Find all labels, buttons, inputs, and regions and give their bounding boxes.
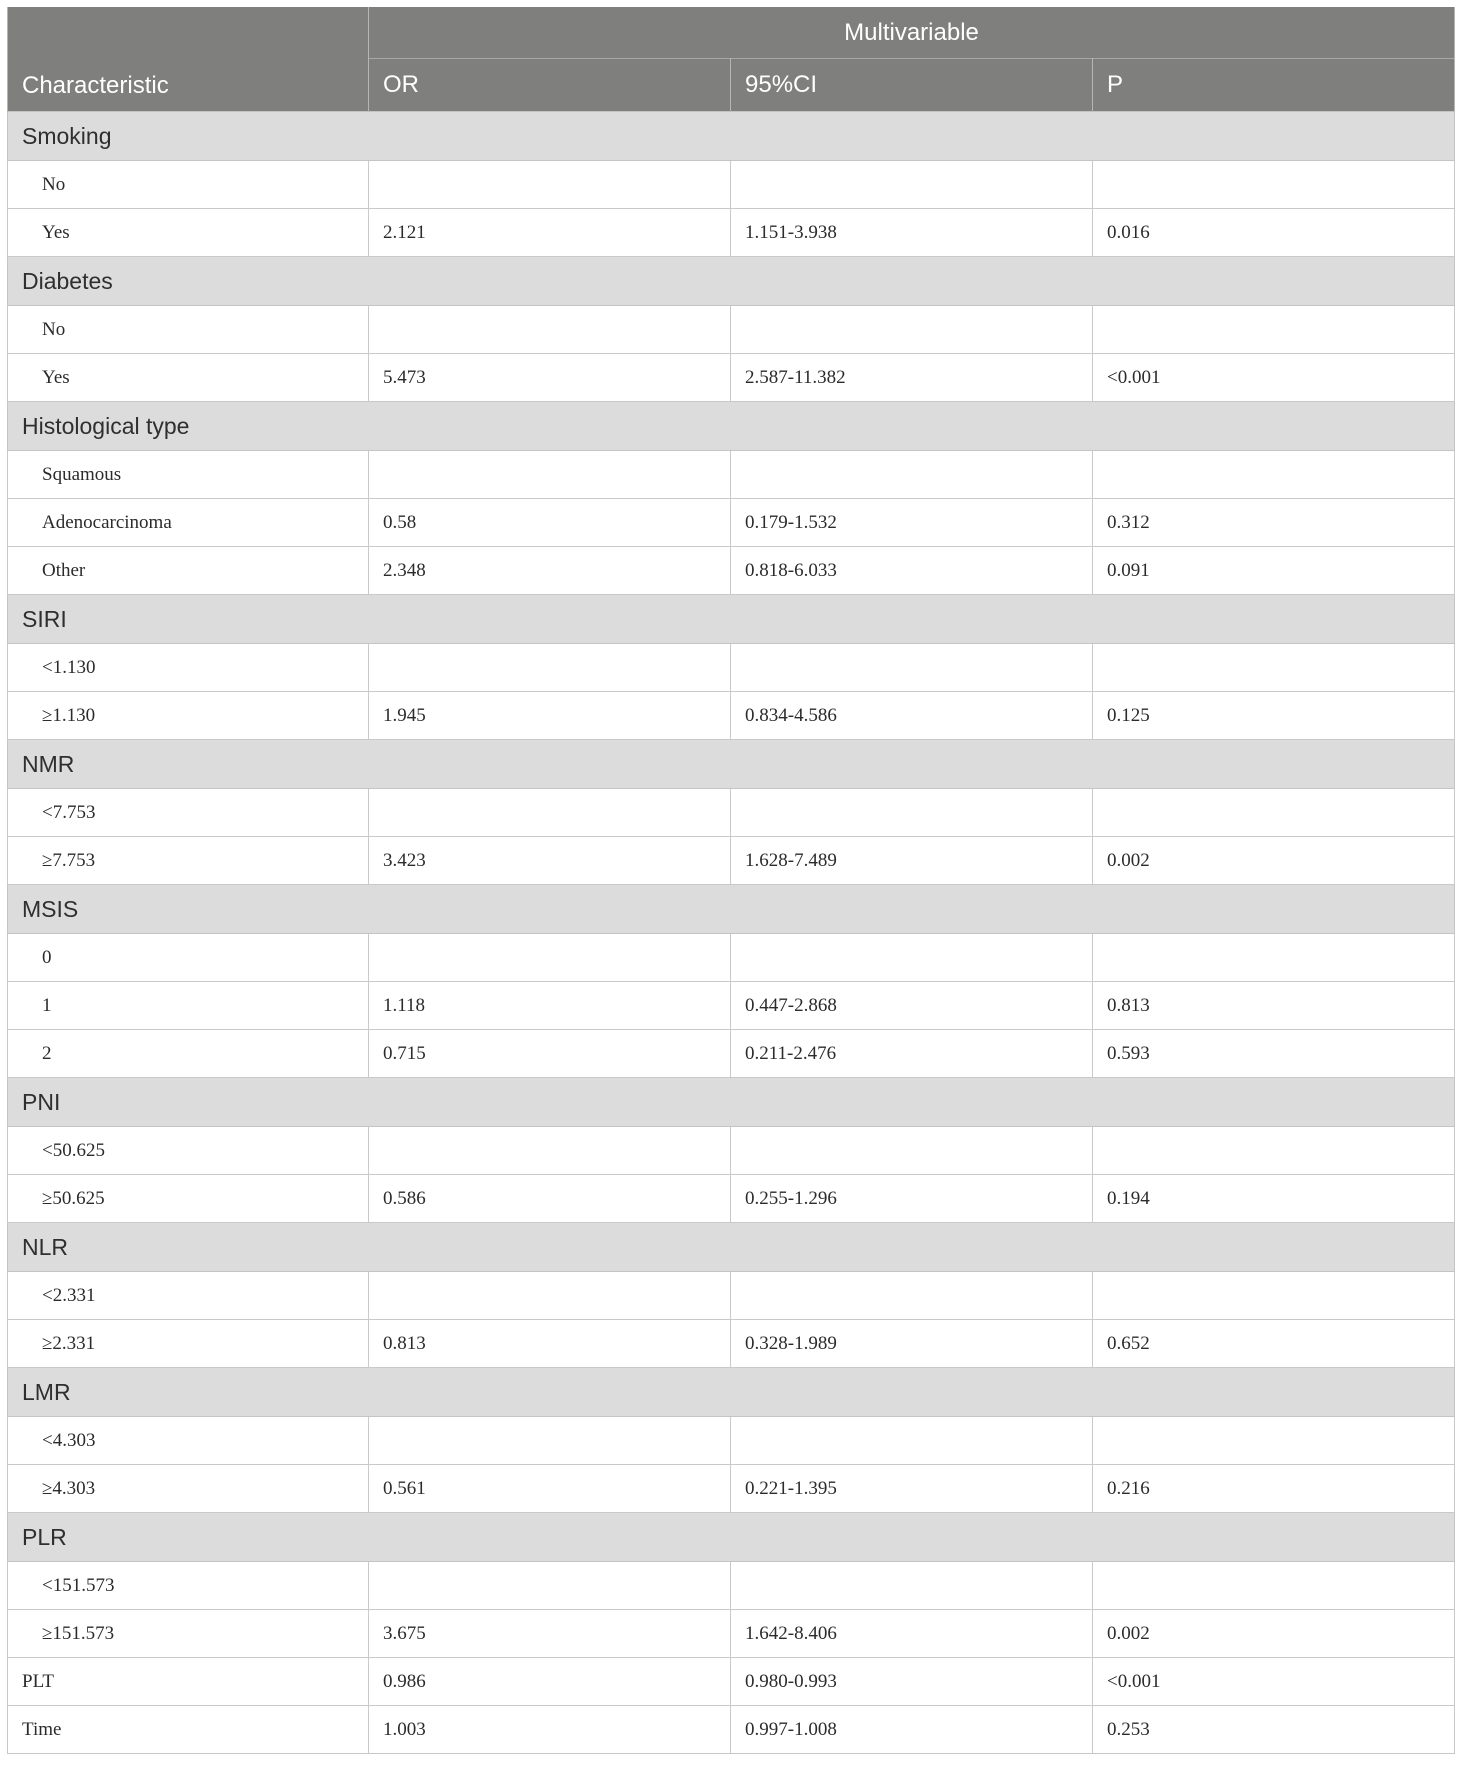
ci-value: 0.980-0.993	[731, 1658, 1093, 1706]
p-value: 0.016	[1093, 209, 1455, 257]
table-row	[8, 1658, 1455, 1706]
group-row	[8, 1078, 1455, 1127]
ci-value	[731, 1127, 1093, 1175]
table-row	[8, 209, 1455, 257]
ci-value: 0.834-4.586	[731, 692, 1093, 740]
p-value	[1093, 1417, 1455, 1465]
group-label: PLR	[8, 1513, 1455, 1562]
group-label: MSIS	[8, 885, 1455, 934]
or-value: 0.58	[369, 499, 731, 547]
ci-value: 0.447-2.868	[731, 982, 1093, 1030]
table-row	[8, 837, 1455, 885]
or-header: OR	[369, 59, 731, 112]
ci-value	[731, 644, 1093, 692]
p-value: 0.002	[1093, 1610, 1455, 1658]
group-row	[8, 1368, 1455, 1417]
p-value: 0.216	[1093, 1465, 1455, 1513]
row-label: Other	[8, 547, 369, 595]
p-value: <0.001	[1093, 354, 1455, 402]
table-row	[8, 547, 1455, 595]
or-value	[369, 1417, 731, 1465]
p-value: 0.091	[1093, 547, 1455, 595]
group-label: PNI	[8, 1078, 1455, 1127]
p-value	[1093, 644, 1455, 692]
or-value	[369, 1562, 731, 1610]
ci-value: 0.328-1.989	[731, 1320, 1093, 1368]
p-value: <0.001	[1093, 1658, 1455, 1706]
ci-value	[731, 161, 1093, 209]
row-label: 2	[8, 1030, 369, 1078]
row-label: 1	[8, 982, 369, 1030]
group-label: Diabetes	[8, 257, 1455, 306]
p-value: 0.652	[1093, 1320, 1455, 1368]
row-label: ≥4.303	[8, 1465, 369, 1513]
row-label: 0	[8, 934, 369, 982]
or-value: 1.003	[369, 1706, 731, 1754]
group-label: Smoking	[8, 112, 1455, 161]
table-row	[8, 1320, 1455, 1368]
or-value: 2.121	[369, 209, 731, 257]
row-label: ≥1.130	[8, 692, 369, 740]
or-value	[369, 789, 731, 837]
group-row	[8, 1223, 1455, 1272]
p-value	[1093, 306, 1455, 354]
or-value: 0.813	[369, 1320, 731, 1368]
ci-value: 0.211-2.476	[731, 1030, 1093, 1078]
group-label: SIRI	[8, 595, 1455, 644]
row-label: No	[8, 306, 369, 354]
row-label: PLT	[8, 1658, 369, 1706]
ci-value	[731, 789, 1093, 837]
characteristic-header: Characteristic	[8, 7, 369, 112]
or-value: 0.715	[369, 1030, 731, 1078]
table-row	[8, 161, 1455, 209]
or-value	[369, 1127, 731, 1175]
or-value	[369, 1272, 731, 1320]
group-row	[8, 112, 1455, 161]
row-label: <1.130	[8, 644, 369, 692]
or-value: 1.945	[369, 692, 731, 740]
results-table	[7, 7, 1455, 1754]
row-label: Squamous	[8, 451, 369, 499]
group-row	[8, 402, 1455, 451]
ci-value: 0.818-6.033	[731, 547, 1093, 595]
group-row	[8, 740, 1455, 789]
p-value: 0.002	[1093, 837, 1455, 885]
table-row	[8, 354, 1455, 402]
row-label: <151.573	[8, 1562, 369, 1610]
ci-value: 2.587-11.382	[731, 354, 1093, 402]
table-row	[8, 644, 1455, 692]
table-row	[8, 1562, 1455, 1610]
table-row	[8, 499, 1455, 547]
group-row	[8, 595, 1455, 644]
table-row	[8, 1610, 1455, 1658]
table-row	[8, 1272, 1455, 1320]
table-header	[8, 7, 1455, 112]
table-row	[8, 934, 1455, 982]
p-value	[1093, 789, 1455, 837]
or-value: 0.561	[369, 1465, 731, 1513]
or-value: 3.675	[369, 1610, 731, 1658]
table-row	[8, 1030, 1455, 1078]
or-value	[369, 644, 731, 692]
row-label: Yes	[8, 209, 369, 257]
or-value	[369, 934, 731, 982]
group-row	[8, 885, 1455, 934]
table-row	[8, 982, 1455, 1030]
table-row	[8, 1417, 1455, 1465]
ci-value: 0.255-1.296	[731, 1175, 1093, 1223]
group-row	[8, 1513, 1455, 1562]
ci-value	[731, 1562, 1093, 1610]
row-label: Time	[8, 1706, 369, 1754]
group-row	[8, 257, 1455, 306]
ci-value	[731, 451, 1093, 499]
p-value: 0.125	[1093, 692, 1455, 740]
p-value: 0.253	[1093, 1706, 1455, 1754]
table-row	[8, 451, 1455, 499]
or-value: 5.473	[369, 354, 731, 402]
p-value	[1093, 451, 1455, 499]
p-value: 0.194	[1093, 1175, 1455, 1223]
p-value	[1093, 1127, 1455, 1175]
row-label: <50.625	[8, 1127, 369, 1175]
or-value: 0.586	[369, 1175, 731, 1223]
table-row	[8, 306, 1455, 354]
group-label: NLR	[8, 1223, 1455, 1272]
or-value	[369, 451, 731, 499]
group-label: LMR	[8, 1368, 1455, 1417]
row-label: ≥151.573	[8, 1610, 369, 1658]
row-label: Yes	[8, 354, 369, 402]
ci-value: 0.997-1.008	[731, 1706, 1093, 1754]
or-value	[369, 306, 731, 354]
p-value	[1093, 934, 1455, 982]
row-label: Adenocarcinoma	[8, 499, 369, 547]
ci-value	[731, 1417, 1093, 1465]
row-label: <2.331	[8, 1272, 369, 1320]
p-value	[1093, 1562, 1455, 1610]
row-label: No	[8, 161, 369, 209]
ci-value	[731, 1272, 1093, 1320]
ci-header: 95%CI	[731, 59, 1093, 112]
p-value: 0.593	[1093, 1030, 1455, 1078]
ci-value	[731, 306, 1093, 354]
table-row	[8, 789, 1455, 837]
table-body	[8, 112, 1455, 1754]
ci-value: 1.628-7.489	[731, 837, 1093, 885]
or-value: 0.986	[369, 1658, 731, 1706]
p-value	[1093, 1272, 1455, 1320]
p-header: P	[1093, 59, 1455, 112]
or-value	[369, 161, 731, 209]
ci-value: 0.179-1.532	[731, 499, 1093, 547]
ci-value: 1.642-8.406	[731, 1610, 1093, 1658]
row-label: <4.303	[8, 1417, 369, 1465]
p-value: 0.813	[1093, 982, 1455, 1030]
table-row	[8, 1706, 1455, 1754]
group-label: Histological type	[8, 402, 1455, 451]
p-value: 0.312	[1093, 499, 1455, 547]
ci-value: 0.221-1.395	[731, 1465, 1093, 1513]
ci-value: 1.151-3.938	[731, 209, 1093, 257]
row-label: <7.753	[8, 789, 369, 837]
row-label: ≥50.625	[8, 1175, 369, 1223]
or-value: 2.348	[369, 547, 731, 595]
table-row	[8, 692, 1455, 740]
table-row	[8, 1465, 1455, 1513]
or-value: 3.423	[369, 837, 731, 885]
ci-value	[731, 934, 1093, 982]
row-label: ≥2.331	[8, 1320, 369, 1368]
or-value: 1.118	[369, 982, 731, 1030]
p-value	[1093, 161, 1455, 209]
row-label: ≥7.753	[8, 837, 369, 885]
table-row	[8, 1175, 1455, 1223]
multivariable-header: Multivariable	[369, 7, 1455, 59]
table-row	[8, 1127, 1455, 1175]
group-label: NMR	[8, 740, 1455, 789]
